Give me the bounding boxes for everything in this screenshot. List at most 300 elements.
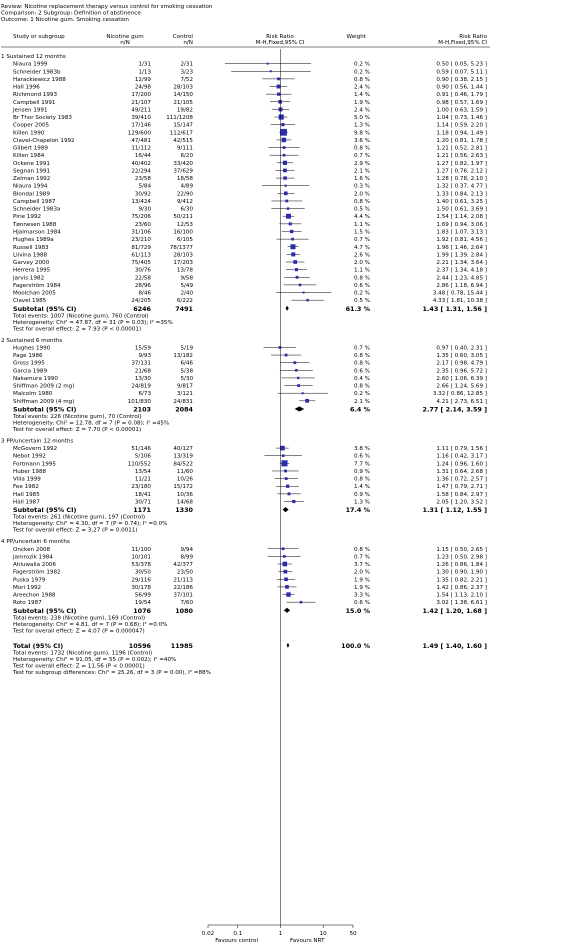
control-events: 6/30 <box>180 206 193 213</box>
gum-events: 37/131 <box>131 360 151 367</box>
study-weight-marker <box>287 207 289 209</box>
subgroup-title: 2 Sustained 6 months <box>1 337 63 344</box>
study-name: Campbell 1987 <box>13 198 56 205</box>
control-events: 17/203 <box>173 260 193 267</box>
study-weight: 0.6 % <box>354 282 370 289</box>
study-weight: 1.6 % <box>354 176 370 183</box>
col-control-subheader: n/N <box>183 40 193 46</box>
study-weight: 0.6 % <box>354 600 370 607</box>
study-weight: 0.8 % <box>354 360 370 367</box>
study-weight: 1.5 % <box>354 229 370 236</box>
control-events: 16/100 <box>173 229 193 236</box>
study-estimate: 0.97 [ 0.40, 2.31 ] <box>436 345 487 352</box>
study-weight-marker <box>285 477 288 480</box>
study-name: Villa 1999 <box>13 476 41 483</box>
gum-events: 28/96 <box>134 282 151 289</box>
study-estimate: 0.91 [ 0.46, 1.79 ] <box>436 92 487 99</box>
gum-events: 11/21 <box>134 476 151 483</box>
gum-events: 30/178 <box>131 584 151 591</box>
study-weight-marker <box>283 176 286 179</box>
study-estimate: 1.14 [ 0.59, 2.20 ] <box>436 122 487 129</box>
study-estimate: 1.27 [ 0.82, 1.97 ] <box>436 160 487 167</box>
study-estimate: 1.21 [ 0.52, 2.81 ] <box>436 145 487 152</box>
study-weight-marker <box>291 238 294 241</box>
gum-events: 13/30 <box>134 375 151 382</box>
study-weight-marker <box>284 470 287 473</box>
study-estimate: 1.30 [ 0.90, 1.90 ] <box>436 569 487 576</box>
study-weight-marker <box>297 384 300 387</box>
subtotal-label: Subtotal (95% CI) <box>13 606 77 615</box>
study-name: Garvey 2000 <box>13 260 50 267</box>
study-weight-marker <box>283 169 287 173</box>
study-weight: 2.9 % <box>354 160 370 167</box>
study-name: Moolchan 2005 <box>13 290 56 297</box>
x-tick-label: 10 <box>319 931 327 937</box>
control-events: 40/127 <box>173 446 193 453</box>
study-estimate: 1.24 [ 0.96, 1.60 ] <box>436 461 487 468</box>
control-events: 111/1208 <box>166 115 193 122</box>
gum-events: 51/146 <box>131 446 151 453</box>
subtotal-gum-n: 1171 <box>133 506 151 515</box>
study-estimate: 1.15 [ 0.50, 2.65 ] <box>436 546 487 553</box>
study-estimate: 2.21 [ 1.34, 3.64 ] <box>436 260 487 267</box>
total-weight: 100.0 % <box>341 641 370 650</box>
gum-events: 75/206 <box>131 214 151 221</box>
gum-events: 24/98 <box>134 84 151 91</box>
gum-events: 30/92 <box>134 191 151 198</box>
gum-events: 40/402 <box>131 160 151 167</box>
control-events: 12/53 <box>176 221 193 228</box>
gum-events: 56/99 <box>134 592 151 599</box>
study-weight-marker <box>293 361 296 364</box>
study-name: Huber 1988 <box>13 468 47 475</box>
gum-events: 47/481 <box>131 137 151 144</box>
subtotal-control-n: 1330 <box>175 506 193 515</box>
control-events: 11/60 <box>176 468 193 475</box>
control-events: 28/103 <box>173 252 193 259</box>
study-weight: 1.1 % <box>354 221 370 228</box>
control-events: 6/105 <box>176 237 193 244</box>
control-events: 7/52 <box>180 76 193 83</box>
control-events: 18/58 <box>176 176 193 183</box>
subgroup-note: Heterogeneity: Chi² = 12.78, df = 7 (P = 0.08); I² =45% <box>13 420 170 427</box>
study-weight: 0.9 % <box>354 491 370 498</box>
study-weight: 1.4 % <box>354 92 370 99</box>
total-note: Heterogeneity: Chi² = 91.05, df = 55 (P = 0.002); I² =40% <box>13 656 177 663</box>
study-estimate: 2.86 [ 1.18, 6.94 ] <box>436 282 487 289</box>
control-events: 9/111 <box>176 145 193 152</box>
study-name: Areechon 1988 <box>13 592 56 599</box>
col-rr-subheader: M-H,Fixed,95% CI <box>255 40 305 46</box>
study-weight-marker <box>283 146 286 149</box>
control-events: 6/20 <box>180 153 193 160</box>
total-control-n: 11985 <box>170 641 193 650</box>
study-weight: 0.5 % <box>354 298 370 305</box>
total-estimate: 1.49 [ 1.40, 1.60 ] <box>422 641 487 650</box>
study-weight-marker <box>283 161 287 165</box>
subtotal-control-n: 1080 <box>175 606 193 615</box>
subgroup-note: Total events: 1007 (Nicotine gum), 760 (Control) <box>13 313 149 320</box>
subtotal-weight: 17.4 % <box>345 506 370 515</box>
study-estimate: 2.60 [ 1.06, 6.39 ] <box>436 375 487 382</box>
study-weight-marker <box>267 63 269 65</box>
subtotal-label: Subtotal (95% CI) <box>13 405 77 414</box>
study-name: Br Thor Society 1983 <box>13 115 72 122</box>
study-name: Hjalmarson 1984 <box>13 229 61 236</box>
study-name: Nakamura 1990 <box>13 375 58 382</box>
gum-events: 1/31 <box>138 61 151 68</box>
study-estimate: 1.54 [ 1.14, 2.08 ] <box>436 214 487 221</box>
study-estimate: 1.35 [ 0.82, 2.21 ] <box>436 577 487 584</box>
study-weight-marker <box>295 268 298 271</box>
study-weight: 2.4 % <box>354 84 370 91</box>
subtotal-weight: 6.4 % <box>350 405 370 414</box>
control-events: 42/515 <box>173 137 193 144</box>
study-estimate: 1.32 [ 0.37, 4.77 ] <box>436 183 487 190</box>
gum-events: 11/100 <box>131 546 151 553</box>
study-weight: 4.7 % <box>354 244 370 251</box>
control-events: 14/150 <box>173 92 193 99</box>
outcome-title: Outcome: 1 Nicotine gum. Smoking cessation <box>1 17 129 23</box>
gum-events: 49/211 <box>131 107 151 114</box>
study-estimate: 0.90 [ 0.56, 1.44 ] <box>436 84 487 91</box>
control-events: 24/831 <box>173 398 193 405</box>
study-weight-marker <box>270 70 272 72</box>
study-name: Niaura 1994 <box>13 183 48 190</box>
study-estimate: 1.99 [ 1.39, 2.84 ] <box>436 252 487 259</box>
study-weight-marker <box>279 346 282 349</box>
study-weight: 0.7 % <box>354 345 370 352</box>
control-events: 3/23 <box>180 69 193 76</box>
study-name: Gross 1995 <box>13 360 45 367</box>
gum-events: 5/84 <box>138 183 151 190</box>
gum-events: 110/552 <box>127 461 151 468</box>
study-weight: 9.8 % <box>354 130 370 137</box>
control-events: 23/50 <box>176 569 193 576</box>
study-weight: 0.5 % <box>354 206 370 213</box>
x-tick-label: 1 <box>278 931 283 937</box>
study-estimate: 1.28 [ 0.78, 2.10 ] <box>436 176 487 183</box>
study-name: Roto 1987 <box>13 600 42 607</box>
study-weight: 3.8 % <box>354 446 370 453</box>
study-estimate: 1.26 [ 0.86, 1.84 ] <box>436 562 487 569</box>
study-estimate: 0.59 [ 0.07, 5.11 ] <box>436 69 487 76</box>
study-name: Nebot 1992 <box>13 453 46 460</box>
study-weight-marker <box>282 138 287 143</box>
gum-events: 24/819 <box>131 383 151 390</box>
study-estimate: 2.66 [ 1.24, 5.69 ] <box>436 383 487 390</box>
control-events: 84/522 <box>173 461 193 468</box>
study-weight: 0.8 % <box>354 353 370 360</box>
subtotal-weight: 61.3 % <box>345 304 370 313</box>
total-note: Test for overall effect: Z = 11.56 (P < 0.00001) <box>13 663 145 670</box>
study-weight-marker <box>285 185 287 187</box>
study-name: Hughes 1990 <box>13 345 51 352</box>
gum-events: 31/106 <box>131 229 151 236</box>
subtotal-diamond <box>295 406 305 411</box>
control-events: 2/40 <box>180 290 193 297</box>
study-estimate: 1.20 [ 0.81, 1.78 ] <box>436 137 487 144</box>
gum-events: 39/410 <box>131 115 151 122</box>
control-events: 21/113 <box>173 577 193 584</box>
study-weight: 1.9 % <box>354 584 370 591</box>
subtotal-diamond <box>283 507 289 512</box>
study-weight-marker <box>289 222 292 225</box>
study-weight-marker <box>281 460 287 466</box>
study-name: Jamrozik 1984 <box>13 554 53 561</box>
control-events: 22/186 <box>173 584 193 591</box>
control-events: 8/99 <box>180 554 193 561</box>
study-weight-marker <box>285 200 288 203</box>
study-weight: 0.8 % <box>354 145 370 152</box>
study-name: Jensen 1991 <box>13 107 48 114</box>
study-weight-marker <box>282 547 285 550</box>
subgroup-note: Heterogeneity: Chi² = 4.30, df = 7 (P = 0.74); I² =0.0% <box>13 521 168 528</box>
study-name: Malcolm 1980 <box>13 391 53 398</box>
control-events: 37/629 <box>173 168 193 175</box>
study-name: Fagerström 1982 <box>13 569 61 576</box>
x-tick-label: 0.1 <box>233 931 243 937</box>
study-weight: 0.4 % <box>354 375 370 382</box>
study-weight-marker <box>277 93 280 96</box>
study-estimate: 1.27 [ 0.76, 2.12 ] <box>436 168 487 175</box>
study-name: Clavel-Chapelon 1992 <box>13 137 75 144</box>
study-weight: 0.2 % <box>354 290 370 297</box>
gum-events: 22/294 <box>131 168 151 175</box>
study-weight-marker <box>280 129 287 136</box>
study-name: Russell 1983 <box>13 244 49 251</box>
subgroup-note: Heterogeneity: Chi² = 47.87, df = 31 (P = 0.03); I² =35% <box>13 319 173 326</box>
study-estimate: 1.36 [ 0.72, 2.57 ] <box>436 476 487 483</box>
study-weight: 0.2 % <box>354 69 370 76</box>
control-events: 9/412 <box>176 198 193 205</box>
study-estimate: 1.40 [ 0.61, 3.25 ] <box>436 198 487 205</box>
study-name: Cooper 2005 <box>13 122 50 129</box>
control-events: 2/31 <box>180 61 193 68</box>
col-weight-header: Weight <box>346 34 366 40</box>
control-events: 78/1377 <box>169 244 193 251</box>
study-weight: 0.7 % <box>354 554 370 561</box>
gum-events: 9/30 <box>138 206 151 213</box>
control-events: 19/82 <box>176 107 193 114</box>
study-name: Shiffman 2009 (2 mg) <box>13 383 75 390</box>
subtotal-estimate: 1.31 [ 1.12, 1.55 ] <box>422 506 487 515</box>
subtotal-estimate: 2.77 [ 2.14, 3.59 ] <box>422 405 487 414</box>
gum-events: 30/76 <box>134 267 151 274</box>
study-name: Herrera 1995 <box>13 267 51 274</box>
study-estimate: 1.92 [ 0.81, 4.56 ] <box>436 237 487 244</box>
control-events: 14/68 <box>176 499 193 506</box>
study-name: Campbell 1991 <box>13 99 56 106</box>
study-estimate: 1.83 [ 1.07, 3.13 ] <box>436 229 487 236</box>
subgroup-note: Test for overall effect: Z = 7.93 (P < 0.00001) <box>13 326 142 333</box>
control-events: 50/211 <box>173 214 193 221</box>
gum-events: 12/99 <box>134 76 151 83</box>
gum-events: 8/46 <box>138 290 151 297</box>
control-events: 21/105 <box>173 99 193 106</box>
study-name: Gilbert 1989 <box>13 145 48 152</box>
control-events: 28/103 <box>173 84 193 91</box>
favours-nrt-label: Favours NRT <box>290 938 325 944</box>
study-estimate: 1.11 [ 0.79, 1.56 ] <box>436 446 487 453</box>
study-weight-marker <box>300 601 303 604</box>
study-weight-marker <box>284 577 288 581</box>
subtotal-control-n: 7491 <box>175 304 193 313</box>
study-weight-marker <box>305 399 309 403</box>
study-weight: 1.3 % <box>354 499 370 506</box>
control-events: 5/30 <box>180 375 193 382</box>
gum-events: 13/424 <box>131 198 151 205</box>
subtotal-control-n: 2084 <box>175 405 193 414</box>
study-weight-marker <box>286 214 291 219</box>
study-estimate: 3.32 [ 0.86, 12.85 ] <box>432 391 487 398</box>
study-name: Mori 1992 <box>13 584 42 591</box>
gum-events: 21/68 <box>134 368 151 375</box>
subgroup-title: 4 PP/uncertain 6 months <box>1 539 70 546</box>
gum-events: 13/54 <box>134 468 151 475</box>
col-study-header: Study or subgroup <box>13 34 65 40</box>
x-tick-label: 50 <box>349 931 357 937</box>
col-gum-subheader: n/N <box>120 40 130 46</box>
control-events: 9/94 <box>180 546 193 553</box>
study-weight-marker <box>299 284 302 287</box>
control-events: 15/172 <box>173 484 193 491</box>
study-name: Schneider 1983b <box>13 69 61 76</box>
gum-events: 101/830 <box>127 398 151 405</box>
study-weight-marker <box>284 570 288 574</box>
study-estimate: 4.33 [ 1.81, 10.38 ] <box>432 298 487 305</box>
study-weight: 0.7 % <box>354 237 370 244</box>
study-name: Shiffman 2009 (4 mg) <box>13 398 75 405</box>
study-name: Hall 1987 <box>13 499 40 506</box>
study-weight: 3.6 % <box>354 137 370 144</box>
study-weight: 1.1 % <box>354 267 370 274</box>
gum-events: 30/50 <box>134 569 151 576</box>
gum-events: 19/54 <box>134 600 151 607</box>
study-name: Hughes 1989a <box>13 237 54 244</box>
study-weight-marker <box>286 485 289 488</box>
study-weight-marker <box>285 354 288 357</box>
study-name: Llivina 1988 <box>13 252 48 259</box>
study-name: Pirie 1992 <box>13 214 42 221</box>
study-name: Segnan 1991 <box>13 168 51 175</box>
subtotal-diamond <box>284 608 290 613</box>
study-estimate: 1.35 [ 0.60, 3.05 ] <box>436 353 487 360</box>
study-estimate: 1.69 [ 0.94, 3.06 ] <box>436 221 487 228</box>
gum-events: 23/58 <box>134 176 151 183</box>
study-weight: 0.6 % <box>354 368 370 375</box>
control-events: 6/222 <box>176 298 193 305</box>
study-weight-marker <box>303 292 305 294</box>
study-name: Schneider 1983a <box>13 206 61 213</box>
study-weight: 0.8 % <box>354 383 370 390</box>
subgroup-note: Total events: 238 (Nicotine gum), 169 (Control) <box>13 615 146 622</box>
study-estimate: 1.23 [ 0.50, 2.98 ] <box>436 554 487 561</box>
gum-events: 5/106 <box>134 453 151 460</box>
study-estimate: 1.58 [ 0.84, 2.97 ] <box>436 491 487 498</box>
total-note: Test for subgroup differences: Chi² = 25.26, df = 3 (P = 0.00), I² =88% <box>13 669 211 676</box>
study-name: Clavel 1985 <box>13 298 47 305</box>
study-name: Puska 1979 <box>13 577 46 584</box>
subtotal-gum-n: 6246 <box>133 304 151 313</box>
study-estimate: 3.48 [ 0.78, 15.44 ] <box>432 290 487 297</box>
gum-events: 6/73 <box>138 391 151 398</box>
study-weight: 1.4 % <box>354 484 370 491</box>
study-name: Hall 1985 <box>13 491 40 498</box>
study-estimate: 1.21 [ 0.56, 2.63 ] <box>436 153 487 160</box>
study-name: Page 1986 <box>13 353 43 360</box>
control-events: 5/38 <box>180 368 193 375</box>
control-events: 33/420 <box>173 160 193 167</box>
study-weight: 5.0 % <box>354 115 370 122</box>
study-estimate: 3.02 [ 1.38, 6.61 ] <box>436 600 487 607</box>
control-events: 13/78 <box>176 267 193 274</box>
x-tick-label: 0.02 <box>201 931 215 937</box>
study-weight-marker <box>288 492 291 495</box>
study-weight: 0.8 % <box>354 476 370 483</box>
study-estimate: 0.90 [ 0.38, 2.15 ] <box>436 76 487 83</box>
subgroup-note: Total events: 261 (Nicotine gum), 197 (Control) <box>13 514 146 521</box>
gum-events: 18/41 <box>134 491 151 498</box>
control-events: 6/46 <box>180 360 193 367</box>
comparison-title: Comparison: 2 Subgroup: Definition of abstinence <box>1 10 141 17</box>
study-estimate: 4.21 [ 2.73, 6.51 ] <box>436 398 487 405</box>
study-weight-marker <box>290 244 295 249</box>
study-estimate: 1.00 [ 0.63, 1.59 ] <box>436 107 487 114</box>
col-rr2-header: Risk Ratio <box>459 34 487 40</box>
study-weight-marker <box>278 100 282 104</box>
study-name: Richmond 1993 <box>13 92 58 99</box>
study-name: Hall 1996 <box>13 84 40 91</box>
col-gum-header: Nicotine gum <box>106 34 144 40</box>
study-weight: 1.9 % <box>354 577 370 584</box>
control-events: 5/19 <box>180 345 193 352</box>
study-weight-marker <box>286 592 290 596</box>
study-estimate: 1.18 [ 0.94, 1.49 ] <box>436 130 487 137</box>
total-label: Total (95% CI) <box>13 641 64 650</box>
study-estimate: 1.04 [ 0.73, 1.46 ] <box>436 115 487 122</box>
control-events: 37/101 <box>173 592 193 599</box>
study-weight: 0.3 % <box>354 183 370 190</box>
gum-events: 75/405 <box>131 260 151 267</box>
study-weight-marker <box>282 454 285 457</box>
total-gum-n: 10596 <box>128 641 151 650</box>
total-diamond <box>287 643 289 648</box>
control-events: 15/147 <box>173 122 193 129</box>
gum-events: 53/378 <box>131 562 151 569</box>
study-weight-marker <box>281 123 284 126</box>
subgroup-title: 3 PP/uncertain 12 months <box>1 438 74 445</box>
study-weight-marker <box>293 260 297 264</box>
subgroup-note: Test for overall effect: Z = 7.70 (P < 0.00001) <box>13 426 142 433</box>
col-rr-header: Risk Ratio <box>266 34 294 40</box>
gum-events: 129/600 <box>127 130 151 137</box>
gum-events: 22/58 <box>134 275 151 282</box>
study-weight: 0.8 % <box>354 275 370 282</box>
study-name: Tønnesen 1988 <box>13 221 57 228</box>
gum-events: 23/60 <box>134 221 151 228</box>
control-events: 10/26 <box>176 476 193 483</box>
study-weight: 0.2 % <box>354 391 370 398</box>
subtotal-gum-n: 2103 <box>133 405 151 414</box>
study-name: McGovern 1992 <box>13 446 58 453</box>
study-weight: 2.0 % <box>354 260 370 267</box>
study-name: Oncken 2008 <box>13 546 51 553</box>
study-weight: 1.9 % <box>354 99 370 106</box>
study-weight-marker <box>283 555 286 558</box>
study-weight: 2.0 % <box>354 569 370 576</box>
gum-events: 17/146 <box>131 122 151 129</box>
